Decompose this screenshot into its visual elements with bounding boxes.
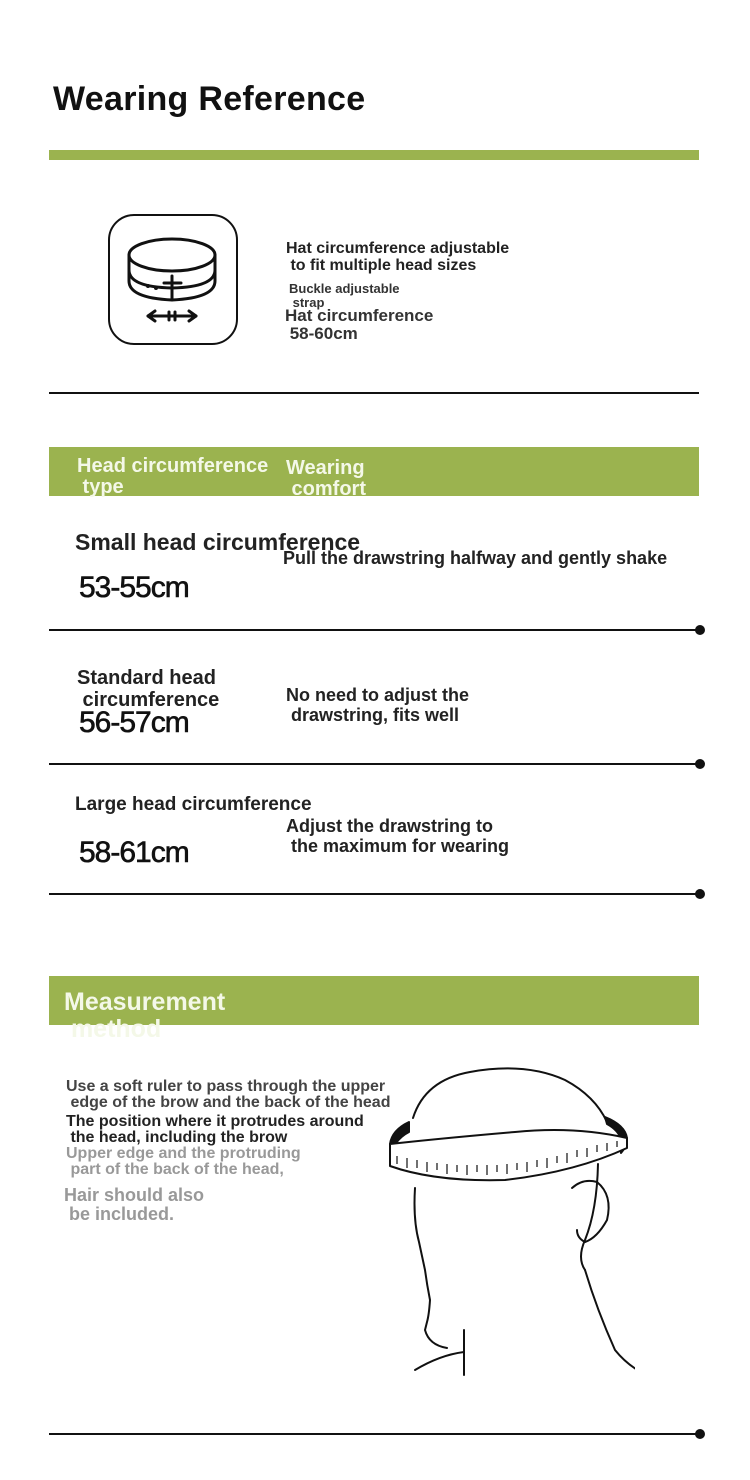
row-small-desc: Pull the drawstring halfway and gently shake [283,548,668,568]
row-large-range: 58-61cm [79,836,189,869]
row-standard-desc: No need to adjust the drawstring, fits well [286,685,470,725]
row-small-range: 53-55cm [79,571,189,604]
row-large-name: Large head circumference [75,794,312,815]
measurement-step-1: Use a soft ruler to pass through the upper edge of the brow and the back of the head [66,1078,391,1111]
row-divider [49,763,701,765]
measurement-step-3: Upper edge and the protruding part of the back of the head, [66,1145,301,1178]
feature-adjustable-text: Hat circumference adjustable to fit multiple head sizes [286,240,510,274]
column-header-comfort: Wearing comfort [286,457,366,500]
hat-band-icon [108,214,238,345]
title-accent-bar [49,150,699,160]
measurement-title: Measurement method [64,988,226,1043]
head-measurement-illustration [385,1060,635,1390]
measurement-step-4: Hair should also be included. [64,1185,205,1224]
row-standard-range: 56-57cm [79,706,189,739]
section-divider [49,392,699,394]
row-standard-name: Standard head circumference [77,667,220,711]
feature-circumference-text: Hat circumference 58-60cm [285,306,434,343]
row-divider [49,629,701,631]
row-large-desc: Adjust the drawstring to the maximum for wearing [286,816,510,856]
measurement-step-2: The position where it protrudes around the head, including the brow [66,1113,364,1146]
column-header-type: Head circumference type [77,455,269,498]
bottom-divider [49,1433,701,1435]
row-small-name: Small head circumference [75,529,361,555]
row-divider [49,893,701,895]
page-title: Wearing Reference [53,80,366,118]
feature-buckle-text: Buckle adjustable strap [289,281,400,310]
